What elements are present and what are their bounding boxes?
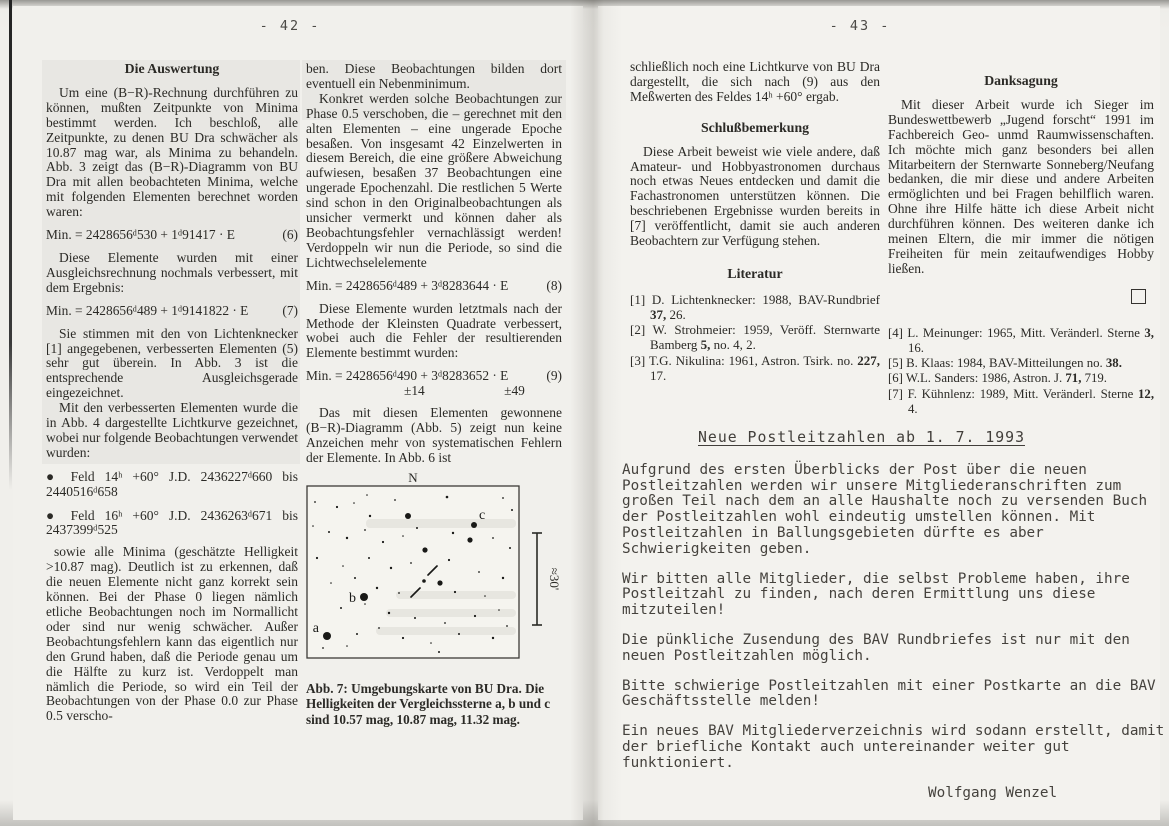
reference-list-right (888, 326, 1154, 417)
paragraph: Sie stimmen mit den von Lichtenknecker [1] angegebenen, verbesserten Elementen (5) sehr gut überein. In Abb. 3 ist die entsprechende Ausgleichsgerade eingezeichnet. (46, 325, 298, 401)
equation-9 (306, 369, 562, 384)
scan-edge-line (9, 0, 12, 490)
ref-text: 16. (908, 340, 924, 355)
ref-text: B. Klaas: 1984, BAV-Mitteilungen no. (906, 356, 1106, 371)
equation-7 (46, 304, 298, 319)
equation-number: (7) (282, 302, 298, 318)
scale-label: ≈30' (547, 567, 562, 590)
ref-volume: 71, (1065, 371, 1082, 386)
ref-text: W. Strohmeier: 1959, Veröff. Sternwarte Bamberg (650, 322, 880, 353)
end-of-article-marker (1131, 289, 1146, 304)
notice-heading: Neue Postleitzahlen ab 1. 7. 1993 (698, 429, 1025, 446)
error-term: ±14 (404, 383, 425, 399)
reference-item (888, 387, 1154, 417)
notice-paragraph: Ein neues BAV Mitgliederverzeichnis wird sodann erstellt, damit der briefliche Kontakt auch untereinander weiter gut funktioniert. (622, 723, 1165, 771)
equation-6 (46, 228, 298, 243)
postal-code-notice (622, 430, 1169, 801)
paragraph: Das mit diesen Elementen gewonnene (B−R)-Diagramm (Abb. 5) zeigt nun keine Anzeichen mehr von systematischen Fehlern der Elemente. In Abb. 6 ist (306, 405, 562, 465)
paragraph: schließlich noch eine Lichtkurve von BU Dra dargestellt, die sich nach (9) aus den Meßwerten des Feldes 14ʰ +60° ergab. (630, 59, 880, 104)
ref-text: 26. (666, 307, 686, 323)
finder-chart-figure (306, 471, 562, 728)
paragraph: Diese Arbeit beweist wie viele andere, daß Amateur- und Hobbyastronomen durchaus noch etwas Neues entdecken und damit die Fachastronomen unterstützen können. Die beschriebenen Ergebnisse wurden bereits in [7] veröffentlicht, damit sie auch anderen Beobachtern zur Verfügung stehen. (630, 143, 880, 249)
reference-item (630, 322, 880, 352)
reference-item (630, 353, 880, 383)
ref-text: no. 4, 2. (710, 337, 756, 353)
ref-text: F. Kühnlenz: 1989, Mitt. Veränderl. Sterne (907, 386, 1139, 401)
ref-label: [7] (888, 386, 903, 401)
paragraph: Mit dieser Arbeit wurde ich Sieger im Bundeswettbewerb „Jugend forscht“ 1991 im Fachbereich Geo- unmd Raumwissenschaften. Ich möchte mich ganz besonders bei allen Mitarbeitern der Sternwarte Sonneberg/Neufang bedanken, die mir diese und andere Arbeiten ermöglichten und bei Fragen behilflich waren. Ohne ihre Hilfe hätte ich diese Arbeit nicht durchführen können. Des weiteren danke ich meinen Eltern, die mir immer die nötigen Freiheiten für mein zeitaufwendiges Hobby ließen. (888, 96, 1154, 276)
section-heading-auswertung: Die Auswertung (124, 61, 220, 76)
page-number-left: - 42 - (259, 18, 321, 34)
field-bullet-1: ● Feld 14ʰ +60° J.D. 2436227ᵈ660 bis 2440516ᵈ658 (46, 468, 298, 499)
ref-label: [4] (888, 325, 903, 340)
ref-text: 17. (650, 367, 667, 383)
field-bullet-2: ● Feld 16ʰ +60° J.D. 2436263ᵈ671 bis 2437399ᵈ525 (46, 507, 298, 538)
ref-volume: 5, (700, 337, 711, 353)
paragraph: Mit den verbesserten Elementen wurde die in Abb. 4 dargestellte Lichtkurve gezeichnet, wobei nur folgende Beobachtungen verwendet wurden: (46, 400, 298, 460)
equation-text: Min. = 2428656ᵈ489 + 3ᵈ8283644 · E (306, 277, 509, 293)
equation-8 (306, 279, 562, 294)
reference-list-left (630, 292, 880, 383)
paragraph: Diese Elemente wurden letztmals nach der Methode der Kleinsten Quadrate verbessert, wobei auch die Fehler der resultierenden Elemente bestimmt wurden: (306, 300, 562, 361)
equation-text: Min. = 2428656ᵈ530 + 1ᵈ91417 · E (46, 227, 235, 243)
reference-item (888, 356, 1154, 371)
ref-volume: 12, (1138, 386, 1155, 401)
ref-volume: 227, (857, 352, 880, 368)
finder-chart-svg (306, 471, 562, 673)
reference-item (888, 326, 1154, 356)
paragraph: sowie alle Minima (geschätzte Helligkeit >10.87 mag). Deutlich ist zu erkennen, daß die neuen Elemente nicht ganz korrekt sein können. Bei der Phase 0 liegen nämlich etliche Beobachtungen noch im Normallicht oder sind nur wenig schwächer. Außer Beobachtungsfehlern kann das eigentlich nur den Grund haben, daß die Periode genau um die Hälfte zu kurz ist. Verdoppelt man nämlich die Periode, so wird ein Teil der Beobachtungen von der Phase 0.0 zur Phase 0.5 verscho- (46, 544, 298, 724)
equation-number: (8) (546, 277, 562, 293)
page-fold-shadow (570, 0, 622, 826)
notice-paragraph: Wir bitten alle Mitglieder, die selbst Probleme haben, ihre Postleitzahl zu finden, nach deren Ermittlung uns diese mitzuteilen! (622, 570, 1130, 619)
ref-label: [6] (888, 371, 903, 386)
ref-label: [5] (888, 356, 903, 371)
p43-column-1 (630, 60, 880, 383)
equation-text: Min. = 2428656ᵈ489 + 1ᵈ9141822 · E (46, 302, 249, 318)
reference-item (630, 292, 880, 322)
ref-text: T.G. Nikulina: 1961, Astron. Tsirk. no. (648, 352, 858, 368)
paragraph: Diese Elemente wurden mit einer Ausgleichsrechnung nochmals verbessert, mit dem Ergebnis: (46, 249, 298, 295)
section-heading-schlussbemerkung: Schlußbemerkung (700, 119, 810, 135)
paragraph: Um eine (B−R)-Rechnung durchführen zu können, mußten Zeitpunkte von Minima bestimmt werden. Ich beschloß, alle Zeitpunkte, zu denen BU Dra schwächer als 10.87 mag war, als Minima zu behandeln. Abb. 3 zeigt das (B−R)-Diagramm von BU Dra mit allen beobachteten Minima, welche mit folgenden Elementen berechnet worden waren: (46, 84, 298, 220)
paragraph: Konkret werden solche Beobachtungen zur Phase 0.5 verschoben, die – gerechnet mit den alten Elementen – eine ungerade Epoche besaßen. Von insgesamt 42 Einzelwerten in diesem Bereich, die eine größere Abweichung aufwiesen, besaßen 37 Beobachtungen eine ungerade Epochenzahl. Die restlichen 5 Werte sind schon in den Originalbeobachtungen als unsicher vermerkt und können daher als Beobachtungsfehler vernachlässigt werden! Verdoppeln wir nun die Periode, so sind die Lichtwechselelemente (306, 90, 562, 270)
notice-paragraph: Die pünkliche Zusendung des BAV Rundbriefes ist nur mit den neuen Postleitzahlen möglich. (622, 631, 1130, 664)
ref-volume: 38. (1105, 356, 1122, 371)
north-label: N (408, 470, 418, 485)
ref-label: [1] (630, 291, 646, 307)
ref-text: L. Meinunger: 1965, Mitt. Veränderl. Sterne (907, 325, 1145, 340)
ref-volume: 3, (1144, 325, 1154, 340)
ref-volume: 37, (650, 307, 667, 323)
page-number-right: - 43 - (829, 18, 891, 34)
svg-text:c: c (479, 507, 486, 523)
section-heading-danksagung: Danksagung (984, 73, 1058, 88)
equation-9-errors (306, 384, 562, 399)
equation-text: Min. = 2428656ᵈ490 + 3ᵈ8283652 · E (306, 368, 509, 384)
section-heading-literatur: Literatur (727, 265, 783, 281)
notice-paragraph: Aufgrund des ersten Überblicks der Post über die neuen Postleitzahlen werden wir unsere Mitgliederanschriften zum großen Teil nach dem an alle Haushalte noch zu versenden Buch der Postleitzahlen wohl eindeutig umstellen können. Mit Postleitzahlen in Ballungsgebieten dürfte es aber Schwierigkeiten geben. (622, 461, 1148, 557)
ref-text: D. Lichtenknecker: 1988, BAV-Rundbrief (651, 291, 880, 307)
svg-text:a: a (312, 620, 319, 636)
p43-column-2 (888, 60, 1154, 417)
paragraph: ben. Diese Beobachtungen bilden dort eventuell ein Nebenminimum. (306, 61, 562, 91)
equation-number: (6) (282, 227, 298, 243)
reference-item (888, 371, 1154, 386)
ref-text: W.L. Sanders: 1986, Astron. J. (905, 371, 1066, 386)
ref-label: [2] (630, 322, 646, 338)
error-term: ±49 (504, 383, 525, 399)
p42-column-1 (46, 62, 298, 724)
figure-caption: Abb. 7: Umgebungskarte von BU Dra. Die Helligkeiten der Vergleichssterne a, b und c sind 10.57 mag, 10.87 mag, 11.32 mag. (306, 680, 551, 727)
ref-label: [3] (630, 352, 646, 368)
signature: Wolfgang Wenzel (928, 784, 1058, 801)
ref-text: 719. (1081, 371, 1107, 386)
p42-column-2 (306, 62, 562, 727)
notice-paragraph: Bitte schwierige Postleitzahlen mit einer Postkarte an die BAV Geschäftsstelle melden! (622, 677, 1156, 710)
ref-text: 4. (908, 401, 918, 416)
svg-text:b: b (349, 590, 356, 606)
equation-number: (9) (546, 368, 562, 384)
